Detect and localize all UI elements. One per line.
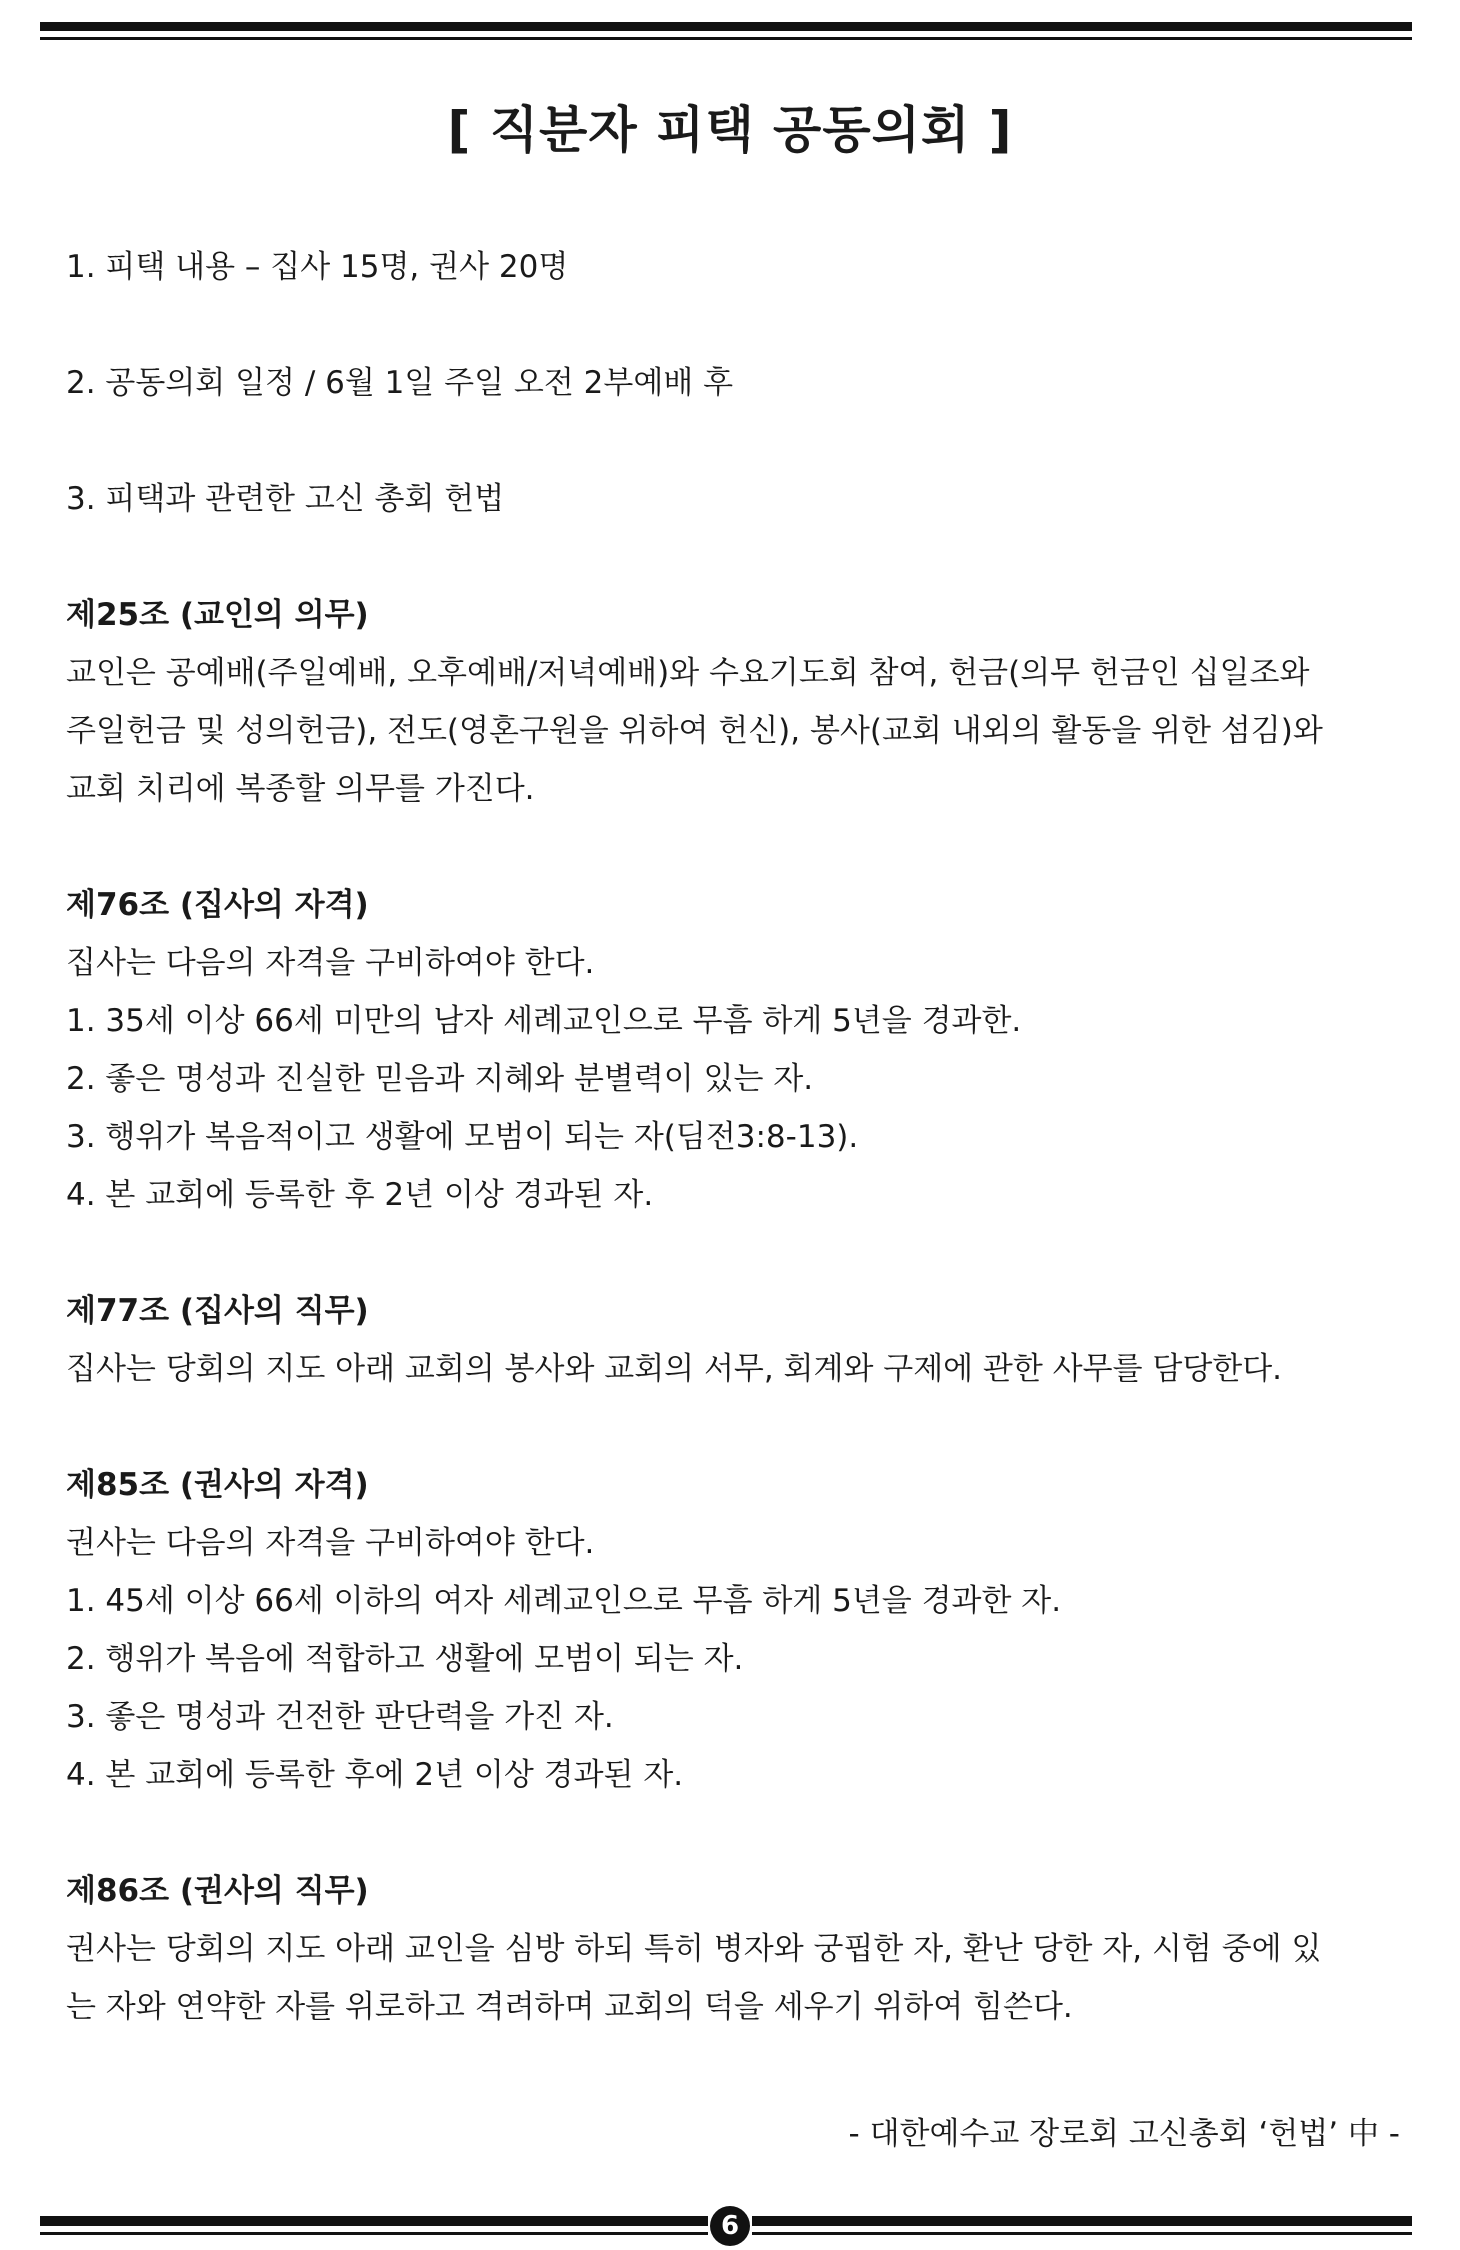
article-line: 권사는 다음의 자격을 구비하여야 한다. <box>66 1525 595 1561</box>
list-item: 2. 공동의회 일정 / 6월 1일 주일 오전 2부예배 후 <box>66 365 734 401</box>
article-heading: 제86조 (권사의 직무) <box>66 1873 369 1909</box>
article-line: 1. 35세 이상 66세 미만의 남자 세례교인으로 무흠 하게 5년을 경과한. <box>66 1003 1022 1039</box>
article-line: 집사는 다음의 자격을 구비하여야 한다. <box>66 945 595 981</box>
source-citation: - 대한예수교 장로회 고신총회 ‘헌법’ 中 - <box>848 2116 1400 2152</box>
footer-border-left-thick <box>40 2216 708 2226</box>
article-heading: 제85조 (권사의 자격) <box>66 1467 369 1503</box>
article-line: 4. 본 교회에 등록한 후에 2년 이상 경과된 자. <box>66 1757 684 1793</box>
article-heading: 제25조 (교인의 의무) <box>66 597 369 633</box>
footer-border-right-thin <box>752 2232 1412 2235</box>
list-item: 1. 피택 내용 – 집사 15명, 권사 20명 <box>66 249 569 285</box>
top-border-thick <box>40 22 1412 31</box>
article-line: 4. 본 교회에 등록한 후 2년 이상 경과된 자. <box>66 1177 654 1213</box>
article-85 <box>66 1456 1406 1804</box>
footer-border-right-thick <box>752 2216 1412 2226</box>
article-line: 3. 좋은 명성과 건전한 판단력을 가진 자. <box>66 1699 614 1735</box>
document-body <box>66 238 1406 2036</box>
article-line: 권사는 당회의 지도 아래 교인을 심방 하되 특히 병자와 궁핍한 자, 환난 당한 자, 시험 중에 있 <box>66 1931 1322 1967</box>
article-heading: 제76조 (집사의 자격) <box>66 887 369 923</box>
article-86 <box>66 1862 1406 2036</box>
footer-border-left-thin <box>40 2232 708 2235</box>
article-77 <box>66 1282 1406 1398</box>
article-line: 교회 치리에 복종할 의무를 가진다. <box>66 771 535 807</box>
article-line: 1. 45세 이상 66세 이하의 여자 세례교인으로 무흠 하게 5년을 경과한 자. <box>66 1583 1062 1619</box>
document-title: [ 직분자 피택 공동의회 ] <box>447 101 1013 159</box>
article-line: 2. 좋은 명성과 진실한 믿음과 지혜와 분별력이 있는 자. <box>66 1061 814 1097</box>
article-line: 교인은 공예배(주일예배, 오후예배/저녁예배)와 수요기도회 참여, 헌금(의무 헌금인 십일조와 <box>66 655 1310 691</box>
article-line: 2. 행위가 복음에 적합하고 생활에 모범이 되는 자. <box>66 1641 744 1677</box>
page-number-badge: 6 <box>710 2206 750 2246</box>
article-line: 는 자와 연약한 자를 위로하고 격려하며 교회의 덕을 세우기 위하여 힘쓴다. <box>66 1989 1073 2025</box>
article-76 <box>66 876 1406 1224</box>
article-25 <box>66 586 1406 818</box>
list-item: 3. 피택과 관련한 고신 총회 헌법 <box>66 481 505 517</box>
article-line: 주일헌금 및 성의헌금), 전도(영혼구원을 위하여 헌신), 봉사(교회 내외의 활동을 위한 섬김)와 <box>66 713 1323 749</box>
article-line: 집사는 당회의 지도 아래 교회의 봉사와 교회의 서무, 회계와 구제에 관한 사무를 담당한다. <box>66 1351 1283 1387</box>
article-heading: 제77조 (집사의 직무) <box>66 1293 369 1329</box>
article-line: 3. 행위가 복음적이고 생활에 모범이 되는 자(딤전3:8-13). <box>66 1119 859 1155</box>
top-border-thin <box>40 37 1412 40</box>
